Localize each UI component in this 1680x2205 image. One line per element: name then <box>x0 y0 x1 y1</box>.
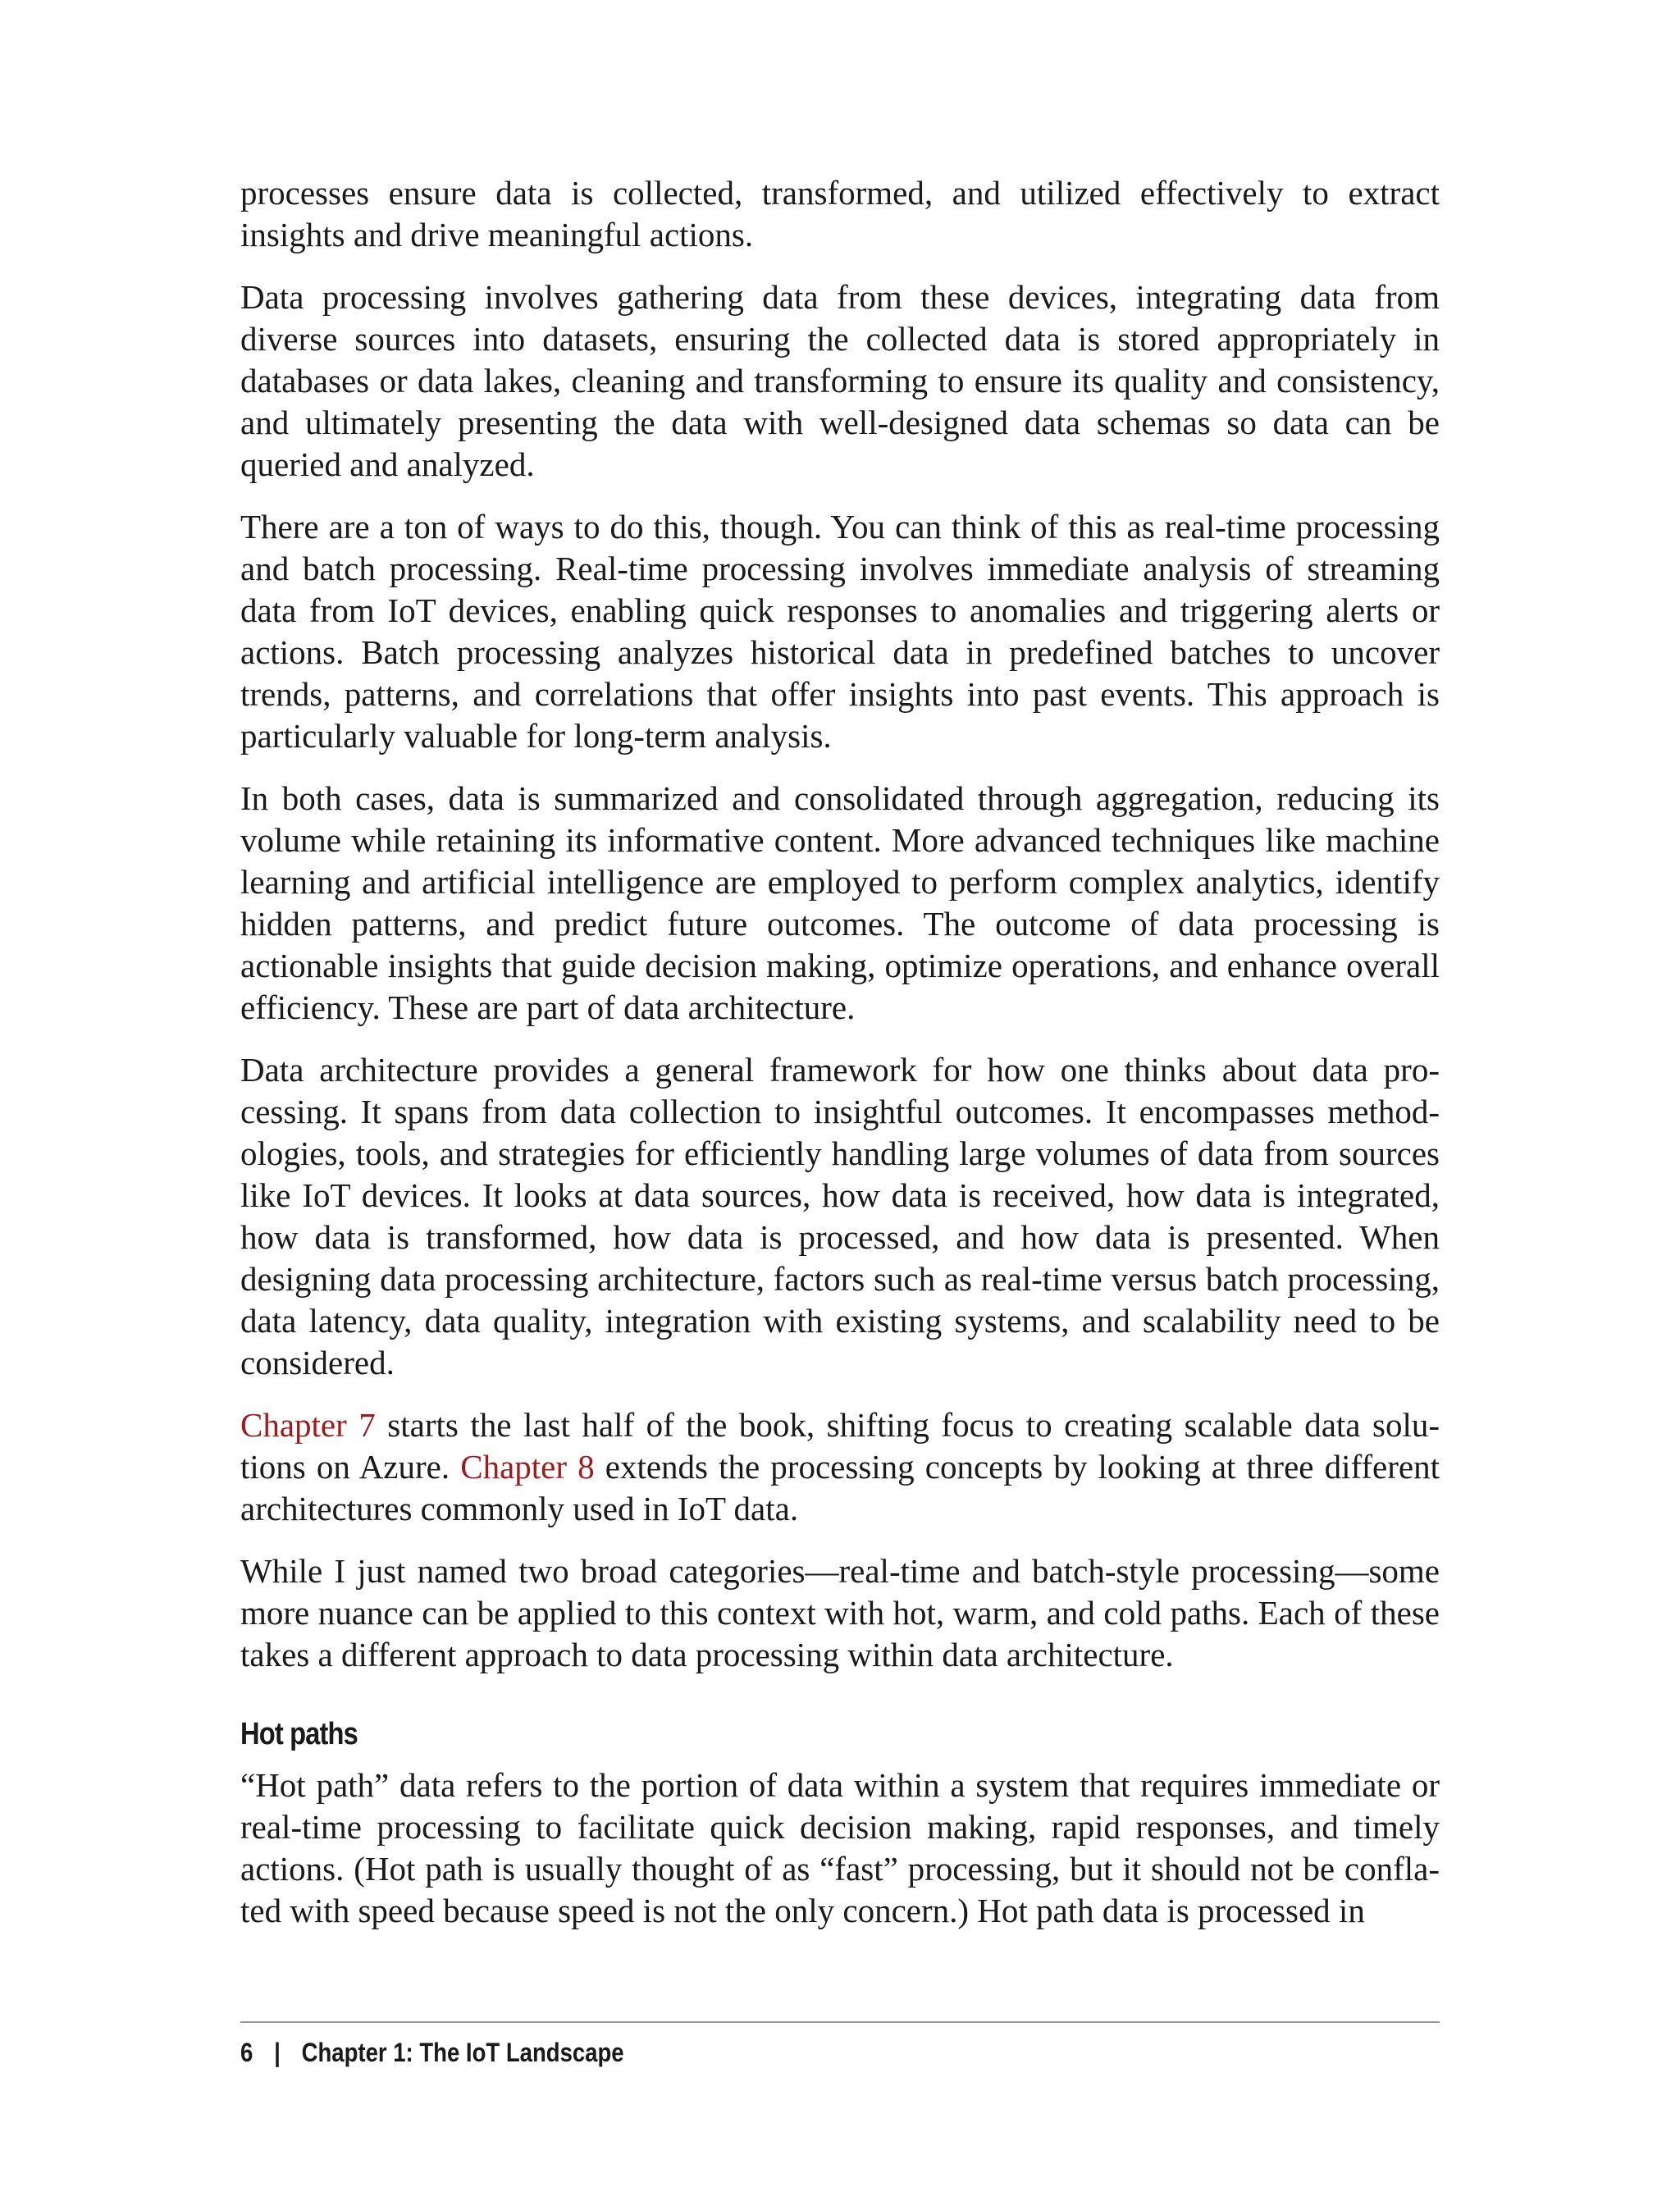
chapter-8-text: extends the processing concepts by looking at three different architectures commonly used in IoT data. <box>240 1448 1440 1527</box>
running-chapter-title: Chapter 1: The IoT Landscape <box>301 2038 624 2067</box>
paragraph-aggregation: In both cases, data is summarized and consolidated through aggregation, reducing its volume while retaining its informative content. More advanced techniques like machine learning and artificial intelligence are employed to perform complex analytics, identify hidden patterns, and predict future outcomes. The outcome of data processing is actionable insights that guide decision making, optimize operations, and enhance overall efficiency. These are part of data architecture. <box>240 779 1440 1026</box>
chapter-7-link[interactable]: Chapter 7 <box>240 1406 376 1444</box>
footer-divider <box>240 2021 1440 2023</box>
paragraph-data-architecture: Data architecture provides a general framework for how one thinks about data processing. It spans from data collection to insightful outcomes. It encompasses methodologies, tools, and strategies for efficiently handling large volumes of data from sources like IoT devices. It looks at data sources, how data is received, how data is integrated, how data is transformed, how data is processed, and how data is presented. When designing data processing architecture, factors such as real-time versus batch processing, data latency, data quality, integration with existing systems, and scalability need to be considered. <box>240 1051 1440 1381</box>
section-heading-hot-paths: Hot paths <box>240 1717 358 1751</box>
paragraph-chapter-references <box>240 1404 1440 1530</box>
paragraph-processes-ensure: processes ensure data is collected, transformed, and utilized effectively to extract insights and drive meaningful actions. <box>240 174 1440 253</box>
paragraph-hot-path-definition: “Hot path” data refers to the portion of data within a system that requires immediate or real-time processing to facilitate quick decision making, rapid responses, and timely actions. (Hot path is usually thought of as “fast” processing, but it should not be conflated with speed because speed is not the only concern.) Hot path data is processed in <box>240 1766 1440 1929</box>
page-body <box>240 172 1440 1952</box>
paragraph-data-processing: Data processing involves gathering data from these devices, integrating data from diverse sources into datasets, ensuring the collected data is stored appropriately in databases or data lakes, cleaning and transforming to ensure its quality and consistency, and ultimately presenting the data with well-designed data schemas so data can be queried and analyzed. <box>240 278 1440 483</box>
chapter-8-link[interactable]: Chapter 8 <box>460 1448 595 1486</box>
paragraph-ways-to-process: There are a ton of ways to do this, though. You can think of this as real-time processing and batch processing. Real-time processing involves immediate analysis of streaming data from IoT devices, enabling quick responses to anomalies and triggering alerts or actions. Batch processing analyzes historical data in predefined batches to uncover trends, patterns, and correlations that offer insights into past events. This approach is particularly valuable for long-term analysis. <box>240 508 1440 755</box>
page-number: 6 <box>240 2038 253 2067</box>
paragraph-hot-warm-cold: While I just named two broad categories—real-time and batch-style processing—some more nuance can be applied to this context with hot, warm, and cold paths. Each of these takes a different approach to data processing within data architecture. <box>240 1552 1440 1673</box>
footer-separator: | <box>274 2038 281 2067</box>
page-footer <box>240 2036 624 2069</box>
chapter-7-text: starts the last half of the book, shifting focus to creating scalable data solutions on Azure. <box>240 1406 1440 1486</box>
